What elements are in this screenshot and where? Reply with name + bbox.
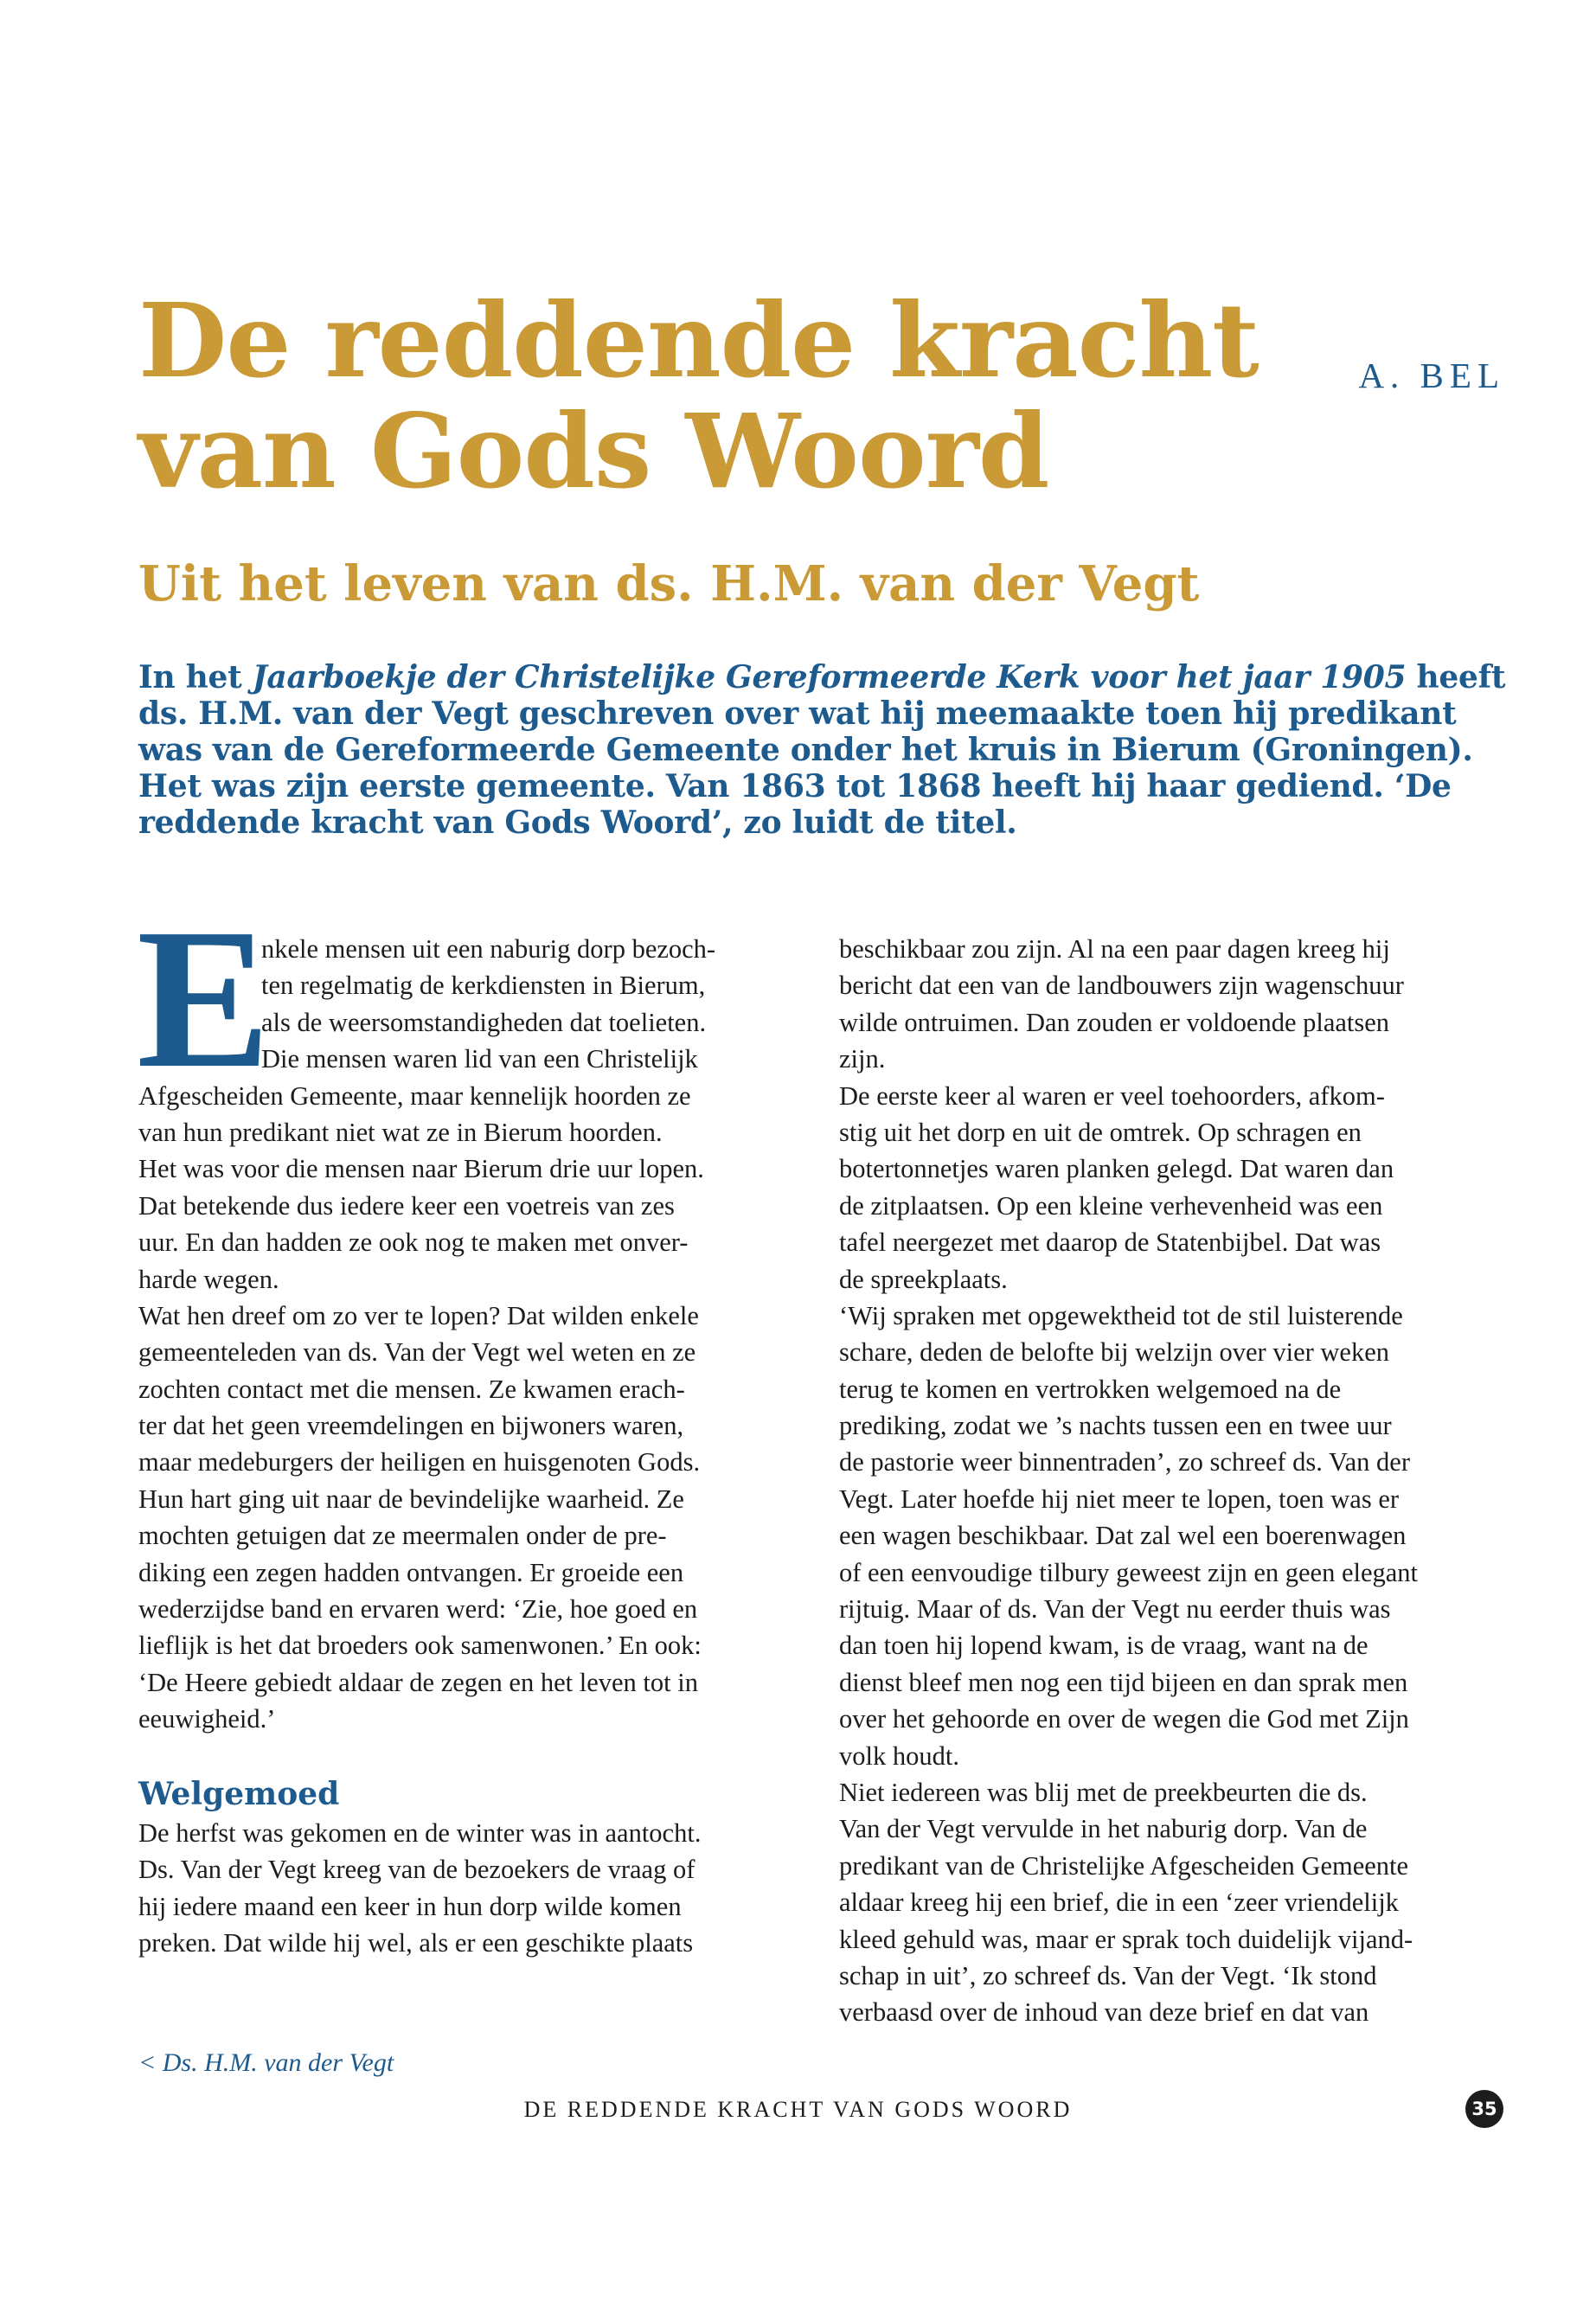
intro-line-4: Het was zijn eerste gemeente. Van 1863 tot 1868 heeft hij haar gediend. ‘De — [138, 768, 1452, 804]
body-line: schare, deden de belofte bij welzijn over vier weken — [839, 1337, 1389, 1368]
body-line: hij iedere maand een keer in hun dorp wilde komen — [138, 1891, 682, 1921]
body-line: eeuwigheid.’ — [138, 1704, 276, 1734]
body-line: of een eenvoudige tilbury geweest zijn en geen elegant — [839, 1557, 1419, 1587]
body-line: Dat betekende dus iedere keer een voetreis van zes — [138, 1190, 675, 1221]
drop-cap: E — [137, 888, 271, 1110]
body-line: De herfst was gekomen en de winter was in aantocht. — [138, 1818, 702, 1848]
body-line: gemeenteleden van ds. Van der Vegt wel weten en ze — [138, 1337, 696, 1368]
body-line: zochten contact met die mensen. Ze kwamen erach- — [138, 1374, 685, 1404]
body-line: Van der Vegt vervulde in het naburig dorp. Van de — [839, 1814, 1368, 1844]
body-line: kleed gehuld was, maar er sprak toch duidelijk vijand- — [839, 1924, 1413, 1954]
body-line: een wagen beschikbaar. Dat zal wel een boerenwagen — [839, 1521, 1407, 1551]
body-line: Ds. Van der Vegt kreeg van de bezoekers de vraag of — [138, 1855, 695, 1885]
body-line: ‘Wij spraken met opgewektheid tot de stil luisterende — [839, 1300, 1403, 1330]
intro-line-5: reddende kracht van Gods Woord’, zo luidt de titel. — [138, 804, 1017, 841]
body-line: de pastorie weer binnentraden’, zo schreef ds. Van der — [839, 1447, 1410, 1477]
body-line: schap in uit’, zo schreef ds. Van der Vegt. ‘Ik stond — [839, 1960, 1377, 1990]
body-line: botertonnetjes waren planken gelegd. Dat waren dan — [839, 1154, 1394, 1184]
body-line: diking een zegen hadden ontvangen. Er groeide een — [138, 1557, 684, 1587]
intro-line-3: was van de Gereformeerde Gemeente onder het kruis in Bierum (Groningen). — [138, 732, 1473, 768]
body-line: tafel neergezet met daarop de Statenbijbel. Dat was — [839, 1227, 1381, 1258]
body-line: dienst bleef men nog een tijd bijeen en dan sprak men — [839, 1667, 1408, 1697]
body-line: bericht dat een van de landbouwers zijn wagenschuur — [839, 971, 1404, 1001]
body-line: dan toen hij lopend kwam, is de vraag, want na de — [839, 1631, 1368, 1661]
title-line-2: van Gods Woord — [138, 391, 1049, 511]
body-line: Hun hart ging uit naar de bevindelijke waarheid. Ze — [138, 1484, 684, 1514]
body-line: preken. Dat wilde hij wel, als er een geschikte plaats — [138, 1928, 694, 1958]
body-line: Niet iedereen was blij met de preekbeurten die ds. — [839, 1777, 1368, 1807]
section-heading: Welgemoed — [138, 1776, 340, 1812]
body-column-left — [138, 931, 796, 1738]
body-line: ter dat het geen vreemdelingen en bijwoners waren, — [138, 1411, 684, 1441]
intro-paragraph — [138, 659, 1514, 841]
running-footer: DE REDDENDE KRACHT VAN GODS WOORD — [523, 2097, 1073, 2122]
body-line: De eerste keer al waren er veel toehoorders, afkom- — [839, 1080, 1385, 1111]
article-subtitle: Uit het leven van ds. H.M. van der Vegt — [138, 555, 1200, 612]
body-column-left-section — [138, 1815, 796, 1962]
body-line: maar medeburgers der heiligen en huisgenoten Gods. — [138, 1447, 701, 1477]
body-line: aldaar kreeg hij een brief, die in een ‘zeer vriendelijk — [839, 1888, 1399, 1918]
body-line: verbaasd over de inhoud van deze brief en dat van — [839, 1997, 1369, 2028]
body-line: Vegt. Later hoefde hij niet meer te lopen, toen was er — [839, 1484, 1400, 1514]
body-line: over het gehoorde en over de wegen die God met Zijn — [839, 1704, 1409, 1734]
body-line: wilde ontruimen. Dan zouden er voldoende plaatsen — [839, 1007, 1390, 1037]
body-column-right — [839, 931, 1497, 2031]
body-line: de zitplaatsen. Op een kleine verhevenheid was een — [839, 1190, 1383, 1221]
body-line: de spreekplaats. — [839, 1264, 1008, 1294]
body-line: ‘De Heere gebiedt aldaar de zegen en het leven tot in — [138, 1667, 698, 1697]
body-line: harde wegen. — [138, 1264, 279, 1294]
body-line: Het was voor die mensen naar Bierum drie uur lopen. — [138, 1154, 704, 1184]
article-title — [138, 280, 1263, 511]
body-line: Wat hen dreef om zo ver te lopen? Dat wilden enkele — [138, 1300, 699, 1330]
body-line: lieflijk is het dat broeders ook samenwonen.’ En ook: — [138, 1631, 702, 1661]
body-line: predikant van de Christelijke Afgescheiden Gemeente — [839, 1850, 1409, 1881]
title-line-1: De reddende kracht — [138, 280, 1259, 401]
body-line: zijn. — [839, 1044, 886, 1074]
yearbook-title: Jaarboekje der Christelijke Gereformeerde Kerk voor het jaar 1905 — [252, 659, 1407, 695]
author-name: A. BEL — [1358, 356, 1505, 395]
page-number-badge: 35 — [1465, 2090, 1503, 2128]
body-line: uur. En dan hadden ze ook nog te maken met onver- — [138, 1227, 689, 1258]
body-line: Die mensen waren lid van een Christelijk — [261, 1044, 698, 1074]
body-line: ten regelmatig de kerkdiensten in Bierum, — [261, 971, 706, 1001]
intro-line-2: ds. H.M. van der Vegt geschreven over wat hij meemaakte toen hij predikant — [138, 695, 1457, 732]
body-line: wederzijdse band en ervaren werd: ‘Zie, hoe goed en — [138, 1594, 698, 1625]
body-line: van hun predikant niet wat ze in Bierum hoorden. — [138, 1117, 663, 1147]
body-line: prediking, zodat we ’s nachts tussen een en twee uur — [839, 1411, 1392, 1441]
body-line: Afgescheiden Gemeente, maar kennelijk hoorden ze — [138, 1080, 691, 1111]
body-line: als de weersomstandigheden dat toelieten. — [261, 1007, 707, 1037]
body-line: terug te komen en vertrokken welgemoed na de — [839, 1374, 1342, 1404]
body-line: beschikbaar zou zijn. Al na een paar dagen kreeg hij — [839, 934, 1390, 964]
intro-line-1: In het Jaarboekje der Christelijke Gereformeerde Kerk voor het jaar 1905 heeft — [138, 659, 1506, 695]
body-line: stig uit het dorp en uit de omtrek. Op schragen en — [839, 1117, 1362, 1147]
body-line: nkele mensen uit een naburig dorp bezoch- — [261, 934, 716, 964]
body-line: volk houdt. — [839, 1740, 959, 1771]
body-line: rijtuig. Maar of ds. Van der Vegt nu eerder thuis was — [839, 1594, 1391, 1625]
body-line: mochten getuigen dat ze meermalen onder de pre- — [138, 1521, 667, 1551]
photo-caption: < Ds. H.M. van der Vegt — [138, 2048, 394, 2077]
